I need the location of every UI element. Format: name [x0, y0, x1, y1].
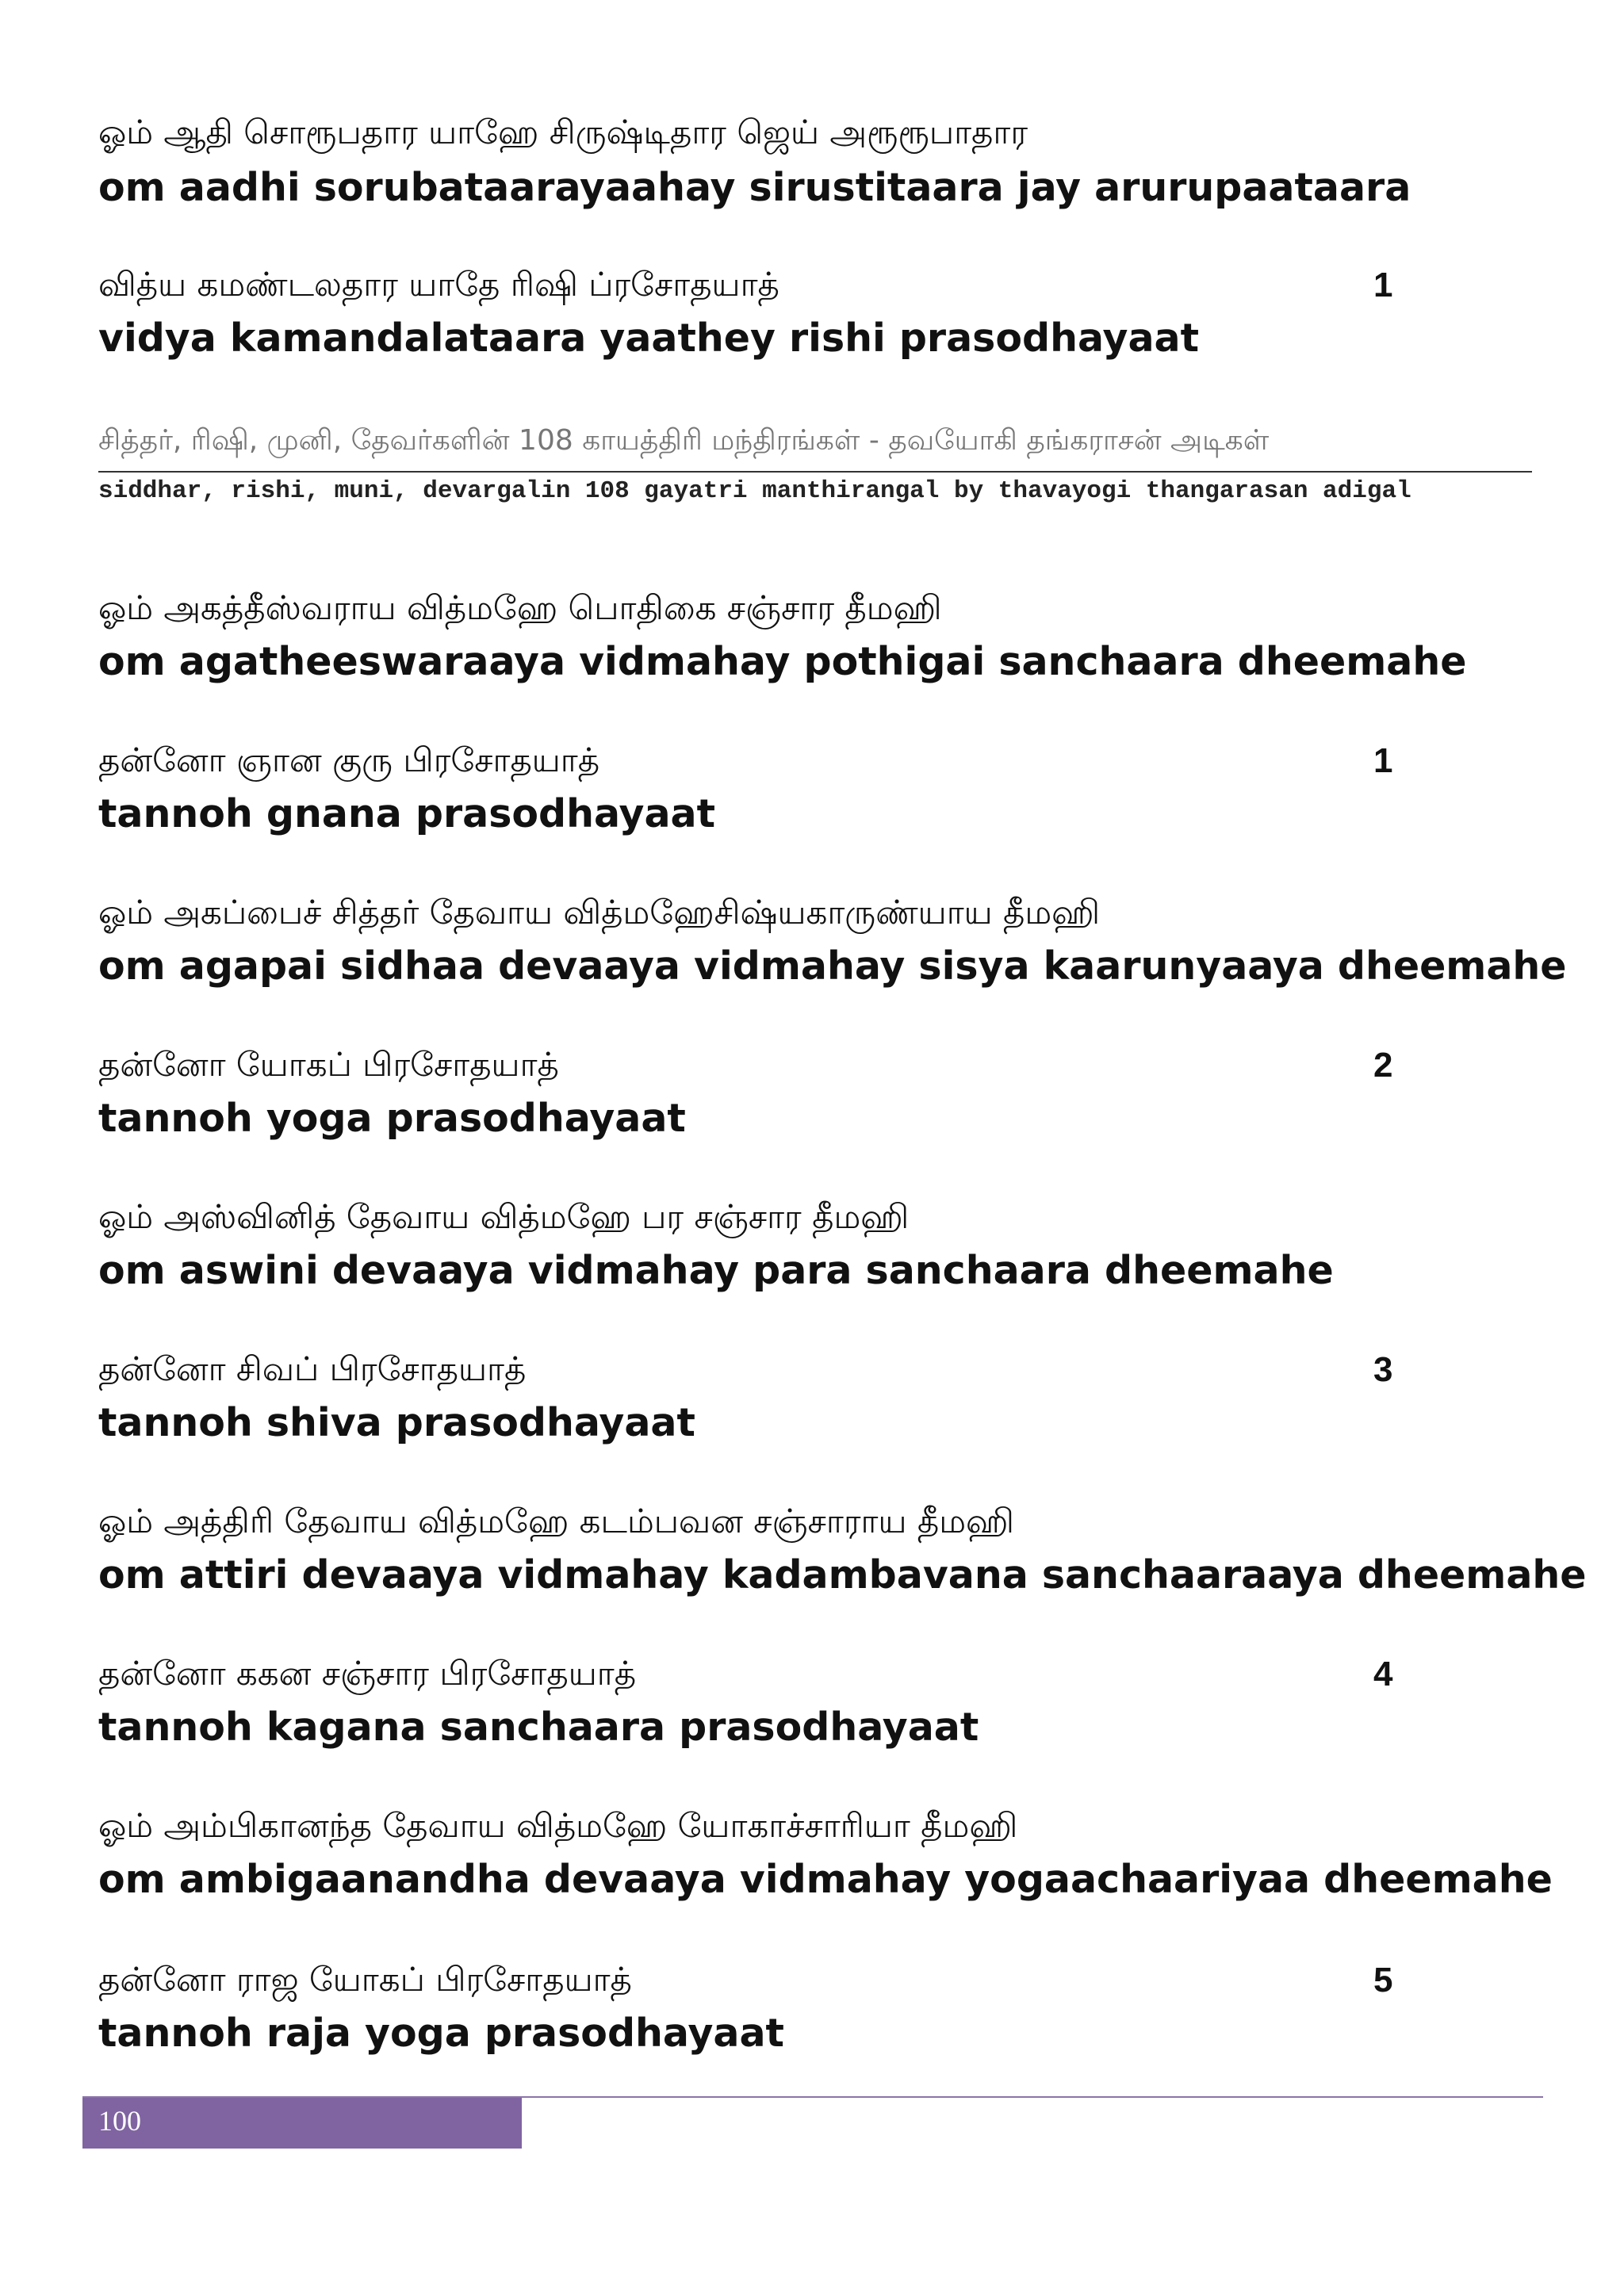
verse-number: 1	[1373, 266, 1393, 304]
header-divider	[98, 471, 1532, 473]
verse-line2-tamil: தன்னோ சிவப் பிரசோதயாத்	[98, 1349, 527, 1388]
verse-line1-tamil: ஓம் அகப்பைச் சித்தர் தேவாய வித்மஹேசிஷ்யகாருண்யாய தீமஹி	[98, 893, 1101, 932]
running-header-latin: siddhar, rishi, muni, devargalin 108 gayatri manthirangal by thavayogi thangarasan adigal	[98, 477, 1411, 505]
verse-line1-tamil: ஓம் அகத்தீஸ்வராய வித்மஹே பொதிகை சஞ்சார தீமஹி	[98, 588, 942, 627]
running-header-tamil: சித்தர், ரிஷி, முனி, தேவர்களின் 108 காயத்திரி மந்திரங்கள் - தவயோகி தங்கராசன் அடிகள்	[98, 424, 1270, 457]
footer-page-box	[82, 2098, 522, 2149]
verse-line2-latin: tannoh shiva prasodhayaat	[98, 1400, 695, 1445]
verse-number: 4	[1373, 1655, 1393, 1693]
verse-line2-tamil: தன்னோ யோகப் பிரசோதயாத்	[98, 1045, 559, 1084]
verse-line2-latin: vidya kamandalataara yaathey rishi prasodhayaat	[98, 316, 1200, 361]
verse-line1-latin: om attiri devaaya vidmahay kadambavana sanchaaraaya dheemahe	[98, 1552, 1587, 1598]
verse-line1-latin: om agatheeswaraaya vidmahay pothigai sanchaara dheemahe	[98, 639, 1467, 684]
page-number: 100	[98, 2105, 141, 2137]
verse-line2-tamil: வித்ய கமண்டலதார யாதே ரிஷி ப்ரசோதயாத்	[98, 265, 779, 304]
verse-line1-latin: om agapai sidhaa devaaya vidmahay sisya kaarunyaaya dheemahe	[98, 943, 1567, 989]
verse-line2-latin: tannoh kagana sanchaara prasodhayaat	[98, 1705, 979, 1750]
verse-line1-tamil: ஓம் அத்திரி தேவாய வித்மஹே கடம்பவன சஞ்சாராய தீமஹி	[98, 1502, 1014, 1540]
verse-line1-latin: om aadhi sorubataarayaahay sirustitaara jay arurupaataara	[98, 165, 1411, 210]
verse-line2-tamil: தன்னோ ராஜ யோகப் பிரசோதயாத்	[98, 1960, 632, 1999]
verse-line2-tamil: தன்னோ ககன சஞ்சார பிரசோதயாத்	[98, 1654, 637, 1693]
verse-line2-tamil: தன்னோ ஞான குரு பிரசோதயாத்	[98, 740, 600, 779]
verse-number: 5	[1373, 1961, 1393, 1999]
verse-line2-latin: tannoh gnana prasodhayaat	[98, 791, 716, 836]
verse-line1-tamil: ஓம் அஸ்வினித் தேவாய வித்மஹே பர சஞ்சார தீமஹி	[98, 1197, 910, 1236]
verse-line1-tamil: ஓம் அம்பிகானந்த தேவாய வித்மஹே யோகாச்சாரியா தீமஹி	[98, 1806, 1018, 1845]
verse-line2-latin: tannoh raja yoga prasodhayaat	[98, 2011, 784, 2056]
verse-number: 1	[1373, 741, 1393, 780]
verse-line1-latin: om aswini devaaya vidmahay para sanchaara dheemahe	[98, 1248, 1334, 1293]
verse-number: 3	[1373, 1350, 1393, 1389]
verse-line1-latin: om ambigaanandha devaaya vidmahay yogaachaariyaa dheemahe	[98, 1857, 1553, 1902]
verse-line2-latin: tannoh yoga prasodhayaat	[98, 1096, 686, 1141]
verse-number: 2	[1373, 1046, 1393, 1085]
verse-line1-tamil: ஓம் ஆதி சொரூபதார யாஹே சிருஷ்டிதார ஜெய் அரூரூபாதார	[98, 113, 1028, 151]
